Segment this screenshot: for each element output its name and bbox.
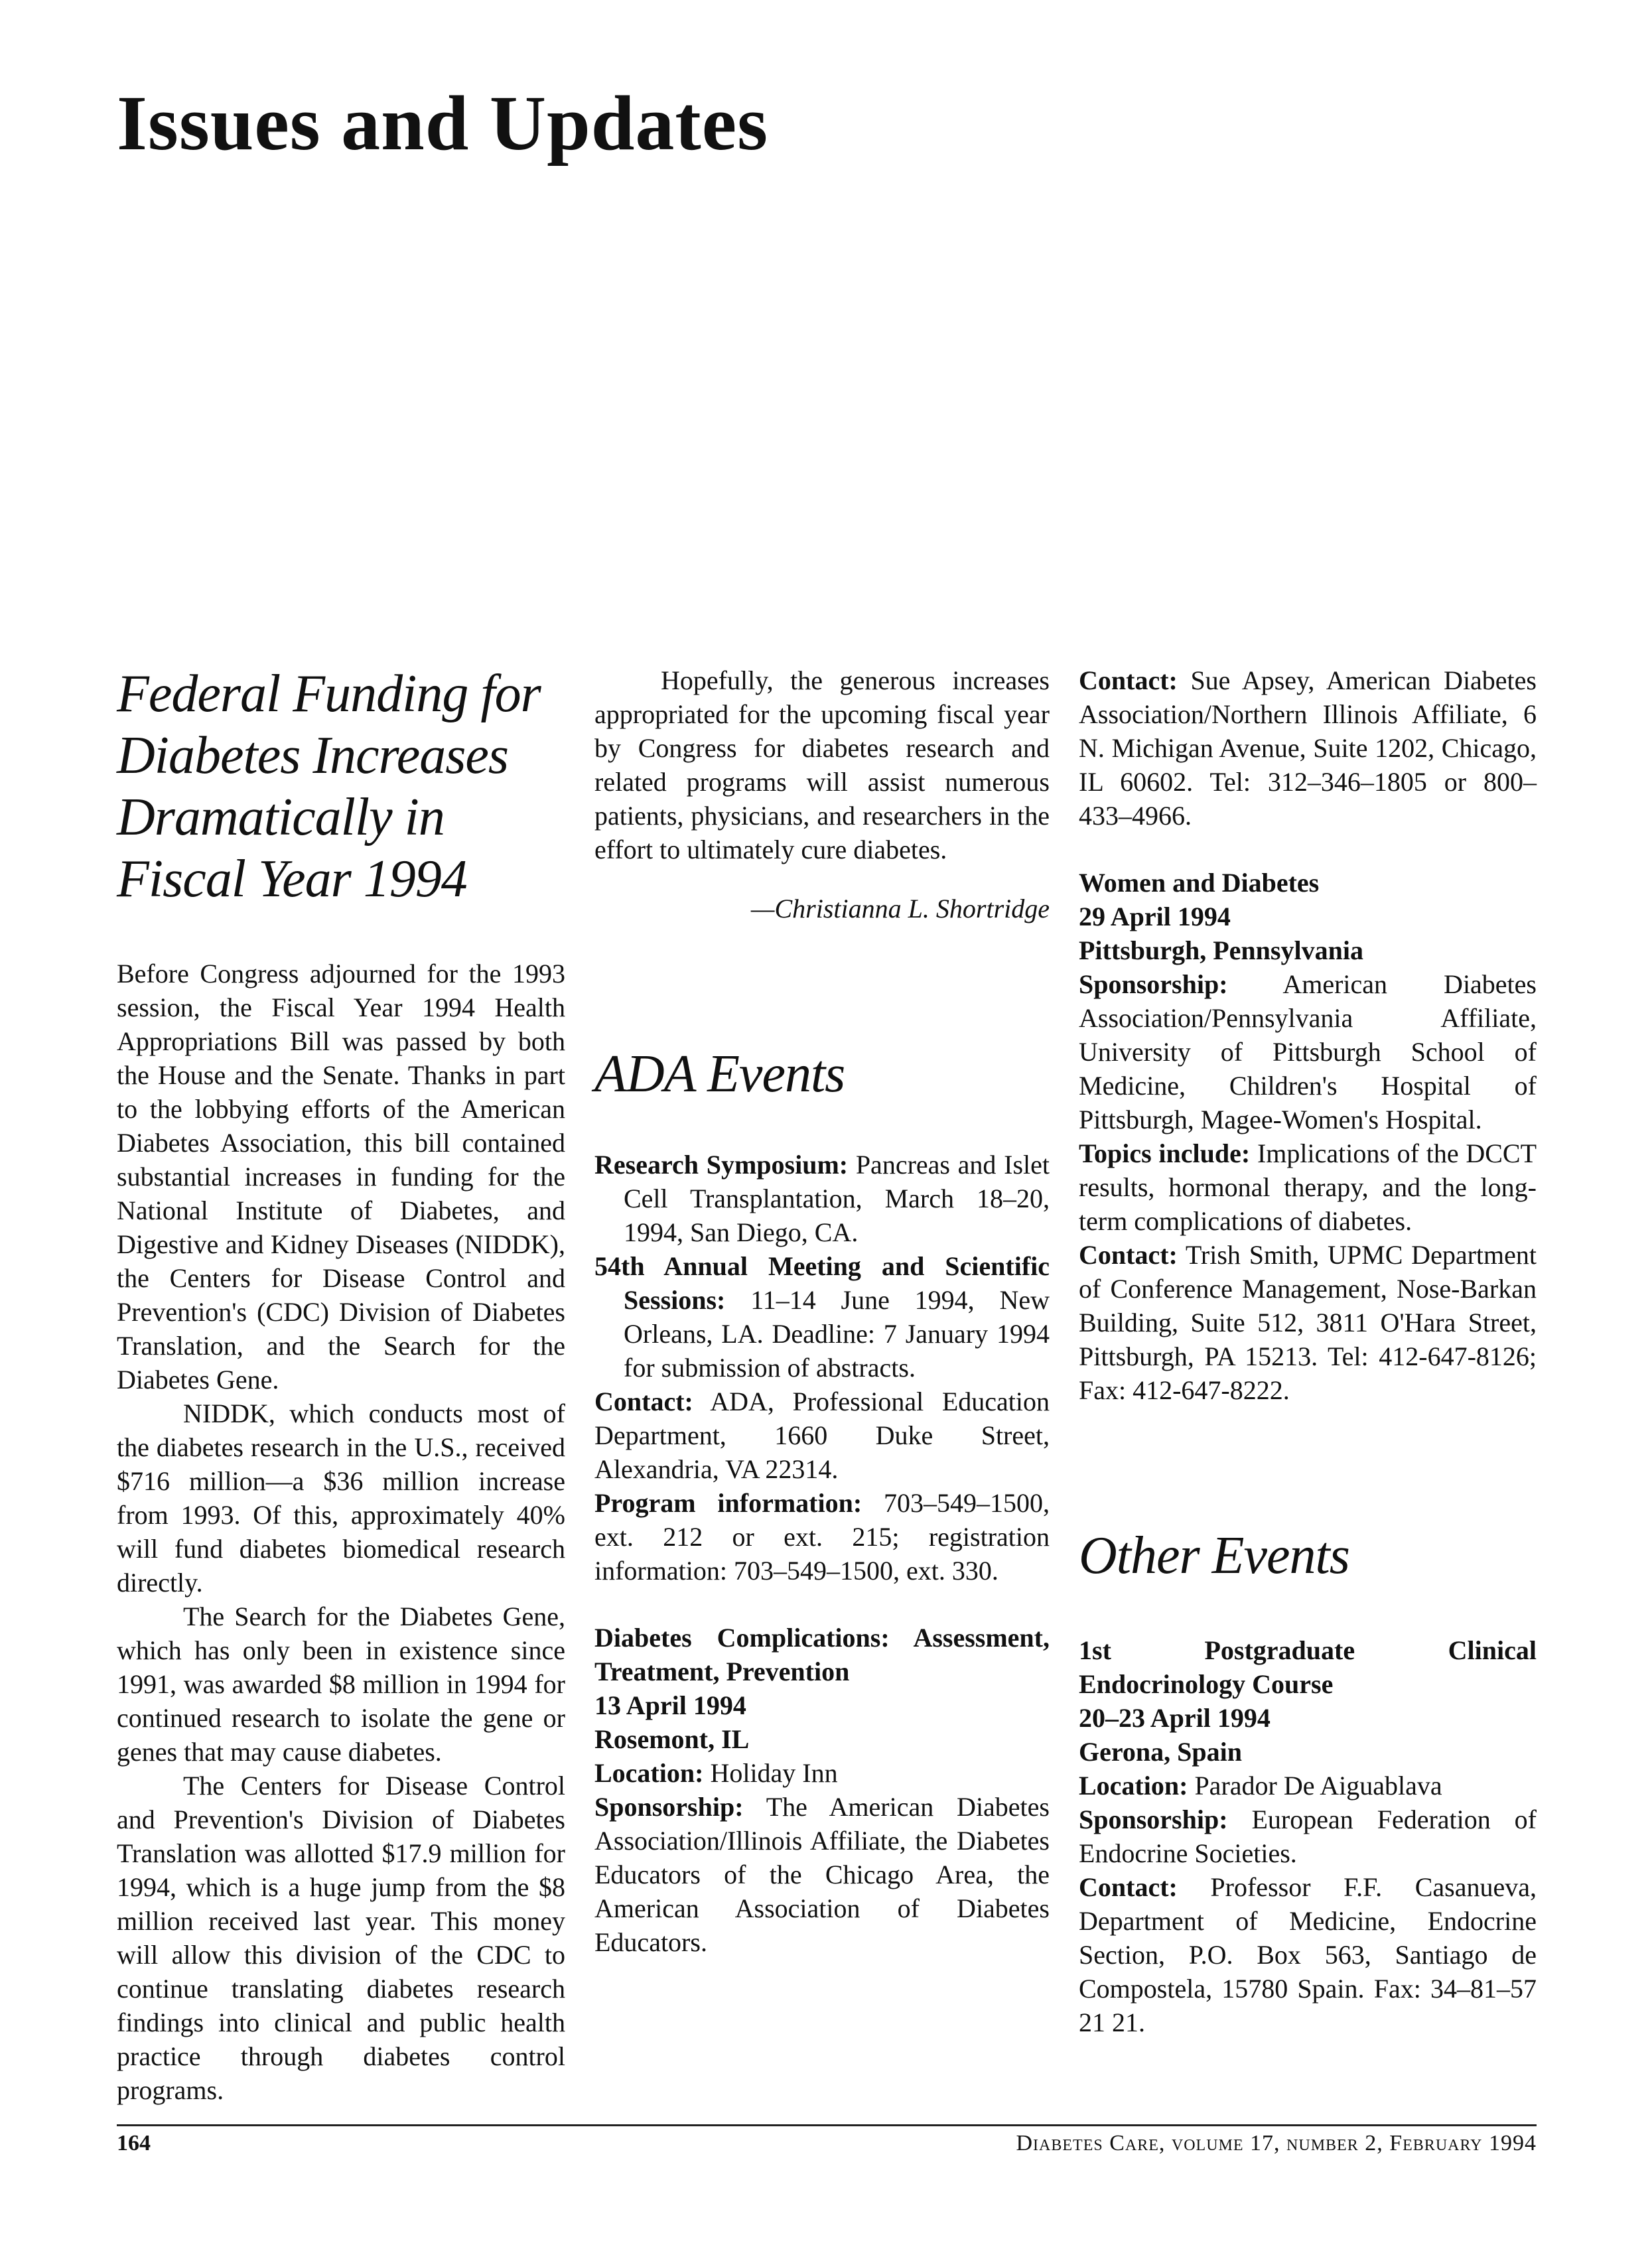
women-diabetes-event (1079, 866, 1537, 1407)
event-sponsorship (594, 1790, 1050, 1959)
entry-label: Research Symposium: (594, 1150, 849, 1180)
endocrinology-course-event (1079, 1633, 1537, 2039)
journal-citation: Diabetes Care, volume 17, number 2, February 1994 (1016, 2131, 1537, 2155)
entry-label: Program information: (594, 1488, 862, 1518)
article-paragraph: Before Congress adjourned for the 1993 session, the Fiscal Year 1994 Health Appropriations Bill was passed by both the House and the Senate. Thanks in part to the lobbying efforts of the American Diabetes Association, this bill contained substantial increases in funding for the National Institute of Diabetes, and Digestive and Kidney Diseases (NIDDK), the Centers for Disease Control and Prevention's (CDC) Division of Diabetes Translation, and the Search for the Diabetes Gene. (117, 959, 565, 1395)
event-title: 1st Postgraduate Clinical Endocrinology Course (1079, 1635, 1537, 1699)
entry-text: Pancreas and Islet Cell Transplantation, March 18–20, 1994, San Diego, CA. (624, 1150, 1050, 1247)
event-date: 20–23 April 1994 (1079, 1703, 1271, 1733)
event-date: 29 April 1994 (1079, 902, 1231, 931)
article-signature: —Christianna L. Shortridge (750, 894, 1050, 923)
article-paragraph: The Search for the Diabetes Gene, which has only been in existence since 1991, was awarded $8 million in 1994 for continued research to isolate the gene or genes that may cause diabetes. (117, 1602, 565, 1767)
ada-events-heading: ADA Events (594, 1045, 845, 1103)
event-date: 13 April 1994 (594, 1690, 746, 1720)
event-location (1079, 1769, 1537, 1803)
complications-contact (1079, 663, 1537, 833)
complications-event (594, 1621, 1050, 1959)
other-events-heading: Other Events (1079, 1527, 1349, 1585)
article-paragraph: NIDDK, which conducts most of the diabetes research in the U.S., received $716 million—a $36 million increase from 1993. Of this, approximately 40% will fund diabetes biomedical research directly. (117, 1398, 565, 1598)
entry-label: 54th Annual Meeting and Scientific Sessions: (594, 1251, 1050, 1315)
article-title-line: Federal Funding for (117, 665, 541, 723)
article-title-line: Dramatically in (117, 788, 445, 847)
entry-text: Parador De Aiguablava (1194, 1771, 1442, 1801)
article-paragraph: The Centers for Disease Control and Prevention's Division of Diabetes Translation was allotted $17.9 million for 1994, which is a huge jump from the $8 million received last year. This money will allow this division of the CDC to continue translating diabetes research findings into clinical and public health practice through diabetes control programs. (117, 1771, 565, 2105)
event-title: Diabetes Complications: Assessment, Treatment, Prevention (594, 1623, 1050, 1686)
footer-rule (117, 2124, 1537, 2126)
program-information (594, 1486, 1050, 1588)
entry-text: 703–549–1500, ext. 212 or ext. 215; registration information: 703–549–1500, ext. 330. (594, 1488, 1050, 1586)
column-3 (1079, 663, 1537, 2039)
entry-text: Holiday Inn (710, 1758, 838, 1788)
event-place: Pittsburgh, Pennsylvania (1079, 935, 1363, 965)
event-topics (1079, 1136, 1537, 1238)
article-title-line: Diabetes Increases (117, 726, 508, 785)
page-title: Issues and Updates (117, 80, 768, 167)
column-2 (594, 663, 1050, 1959)
article-title (117, 663, 565, 910)
entry-label: Sponsorship: (1079, 1805, 1228, 1834)
entry-label: Contact: (594, 1387, 693, 1416)
entry-text: Trish Smith, UPMC Department of Conference Management, Nose-Barkan Building, Suite 512, 3811 O'Hara Street, Pittsburgh, PA 15213. Tel: 412-647-8126; Fax: 412-647-8222. (1079, 1240, 1537, 1405)
event-sponsorship (1079, 967, 1537, 1136)
article-title-line: Fiscal Year 1994 (117, 850, 467, 908)
entry-label: Contact: (1079, 1872, 1178, 1902)
entry-text: Implications of the DCCT results, hormonal therapy, and the long-term complications of diabetes. (1079, 1138, 1537, 1236)
event-location (594, 1756, 1050, 1790)
column-1 (117, 663, 565, 2107)
ada-contact (594, 1385, 1050, 1486)
event-place: Rosemont, IL (594, 1724, 750, 1754)
entry-text: Sue Apsey, American Diabetes Association/Northern Illinois Affiliate, 6 N. Michigan Avenue, Suite 1202, Chicago, IL 60602. Tel: 312–346–1805 or 800–433–4966. (1079, 665, 1537, 831)
event-sponsorship (1079, 1803, 1537, 1870)
research-symposium-entry (594, 1148, 1050, 1249)
entry-text: ADA, Professional Education Department, 1660 Duke Street, Alexandria, VA 22314. (594, 1387, 1050, 1484)
event-title: Women and Diabetes (1079, 868, 1320, 898)
entry-label: Topics include: (1079, 1138, 1251, 1168)
event-place: Gerona, Spain (1079, 1737, 1242, 1767)
entry-label: Contact: (1079, 1240, 1178, 1270)
entry-label: Contact: (1079, 665, 1178, 695)
entry-text: American Diabetes Association/Pennsylvania Affiliate, University of Pittsburgh School of Medicine, Children's Hospital of Pittsburgh, Magee-Women's Hospital. (1079, 969, 1537, 1134)
entry-label: Sponsorship: (594, 1792, 744, 1822)
event-contact (1079, 1238, 1537, 1407)
entry-label: Location: (594, 1758, 704, 1788)
entry-label: Location: (1079, 1771, 1188, 1801)
entry-label: Sponsorship: (1079, 969, 1228, 999)
entry-text: Professor F.F. Casanueva, Department of Medicine, Endocrine Section, P.O. Box 563, Santiago de Compostela, 15780 Spain. Fax: 34–81–57 21 21. (1079, 1872, 1537, 2037)
annual-meeting-entry (594, 1249, 1050, 1385)
article-paragraph: Hopefully, the generous increases appropriated for the upcoming fiscal year by Congress for diabetes research and related programs will assist numerous patients, physicians, and researchers in the effort to ultimately cure diabetes. (594, 665, 1050, 864)
entry-text: 11–14 June 1994, New Orleans, LA. Deadline: 7 January 1994 for submission of abstracts. (624, 1285, 1050, 1383)
entry-text: European Federation of Endocrine Societies. (1079, 1805, 1537, 1868)
event-contact (1079, 1870, 1537, 2039)
page-number: 164 (117, 2131, 151, 2155)
entry-text: The American Diabetes Association/Illinois Affiliate, the Diabetes Educators of the Chicago Area, the American Association of Diabetes Educators. (594, 1792, 1050, 1957)
